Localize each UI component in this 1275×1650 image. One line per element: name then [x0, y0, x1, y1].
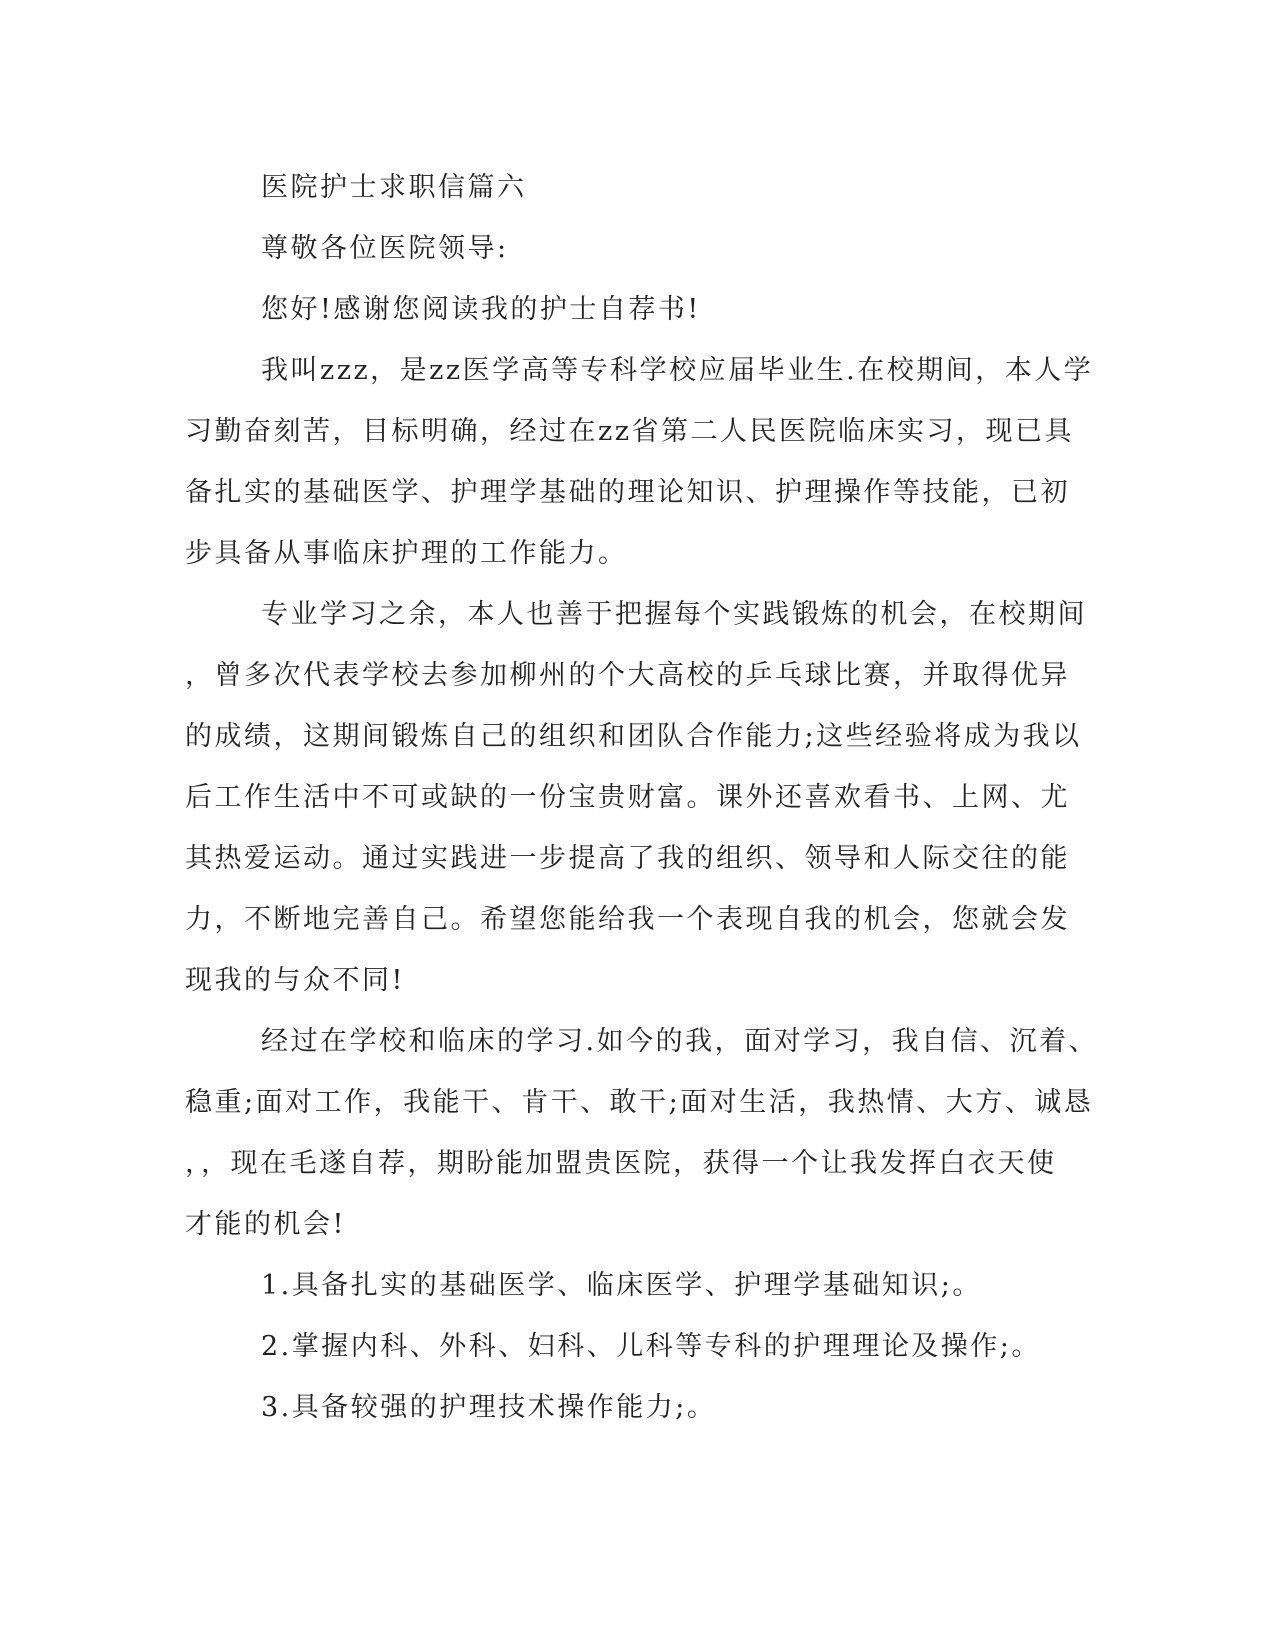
list-item: 1.具备扎实的基础医学、临床医学、护理学基础知识;。 — [261, 1270, 982, 1301]
document-page — [185, 157, 1099, 1438]
paragraph-line: 经过在学校和临床的学习.如今的我，面对学习，我自信、沉着、 — [261, 1026, 1099, 1057]
paragraph-line: 的成绩，这期间锻炼自己的组织和团队合作能力;这些经验将成为我以 — [185, 721, 1082, 752]
greeting: 您好!感谢您阅读我的护士自荐书! — [261, 294, 701, 325]
paragraph-line: 备扎实的基础医学、护理学基础的理论知识、护理操作等技能，已初 — [185, 477, 1070, 508]
paragraph-line: 其热爱运动。通过实践进一步提高了我的组织、领导和人际交往的能 — [185, 843, 1070, 874]
paragraph-line: ，，现在毛遂自荐，期盼能加盟贵医院，获得一个让我发挥白衣天使 — [185, 1148, 1057, 1179]
paragraph-line: 我叫zzz，是zz医学高等专科学校应届毕业生.在校期间，本人学 — [261, 355, 1094, 386]
paragraph-line: 后工作生活中不可或缺的一份宝贵财富。课外还喜欢看书、上网、尤 — [185, 782, 1070, 813]
paragraph-line: ，曾多次代表学校去参加柳州的个大高校的乒乓球比赛，并取得优异 — [185, 660, 1070, 691]
paragraph-line: 才能的机会! — [185, 1209, 346, 1240]
paragraph-line: 力，不断地完善自己。希望您能给我一个表现自我的机会，您就会发 — [185, 904, 1070, 935]
salutation: 尊敬各位医院领导: — [261, 233, 509, 264]
list-item: 3.具备较强的护理技术操作能力;。 — [261, 1392, 717, 1423]
paragraph-line: 专业学习之余，本人也善于把握每个实践锻炼的机会，在校期间 — [261, 599, 1087, 630]
paragraph-line: 稳重;面对工作，我能干、肯干、敢干;面对生活，我热情、大方、诚恳 — [185, 1087, 1094, 1118]
paragraph-line: 现我的与众不同! — [185, 965, 405, 996]
paragraph-line: 习勤奋刻苦，目标明确，经过在zz省第二人民医院临床实习，现已具 — [185, 416, 1074, 447]
list-item: 2.掌握内科、外科、妇科、儿科等专科的护理理论及操作;。 — [261, 1331, 1041, 1362]
document-title: 医院护士求职信篇六 — [261, 172, 527, 203]
paragraph-line: 步具备从事临床护理的工作能力。 — [185, 538, 628, 569]
